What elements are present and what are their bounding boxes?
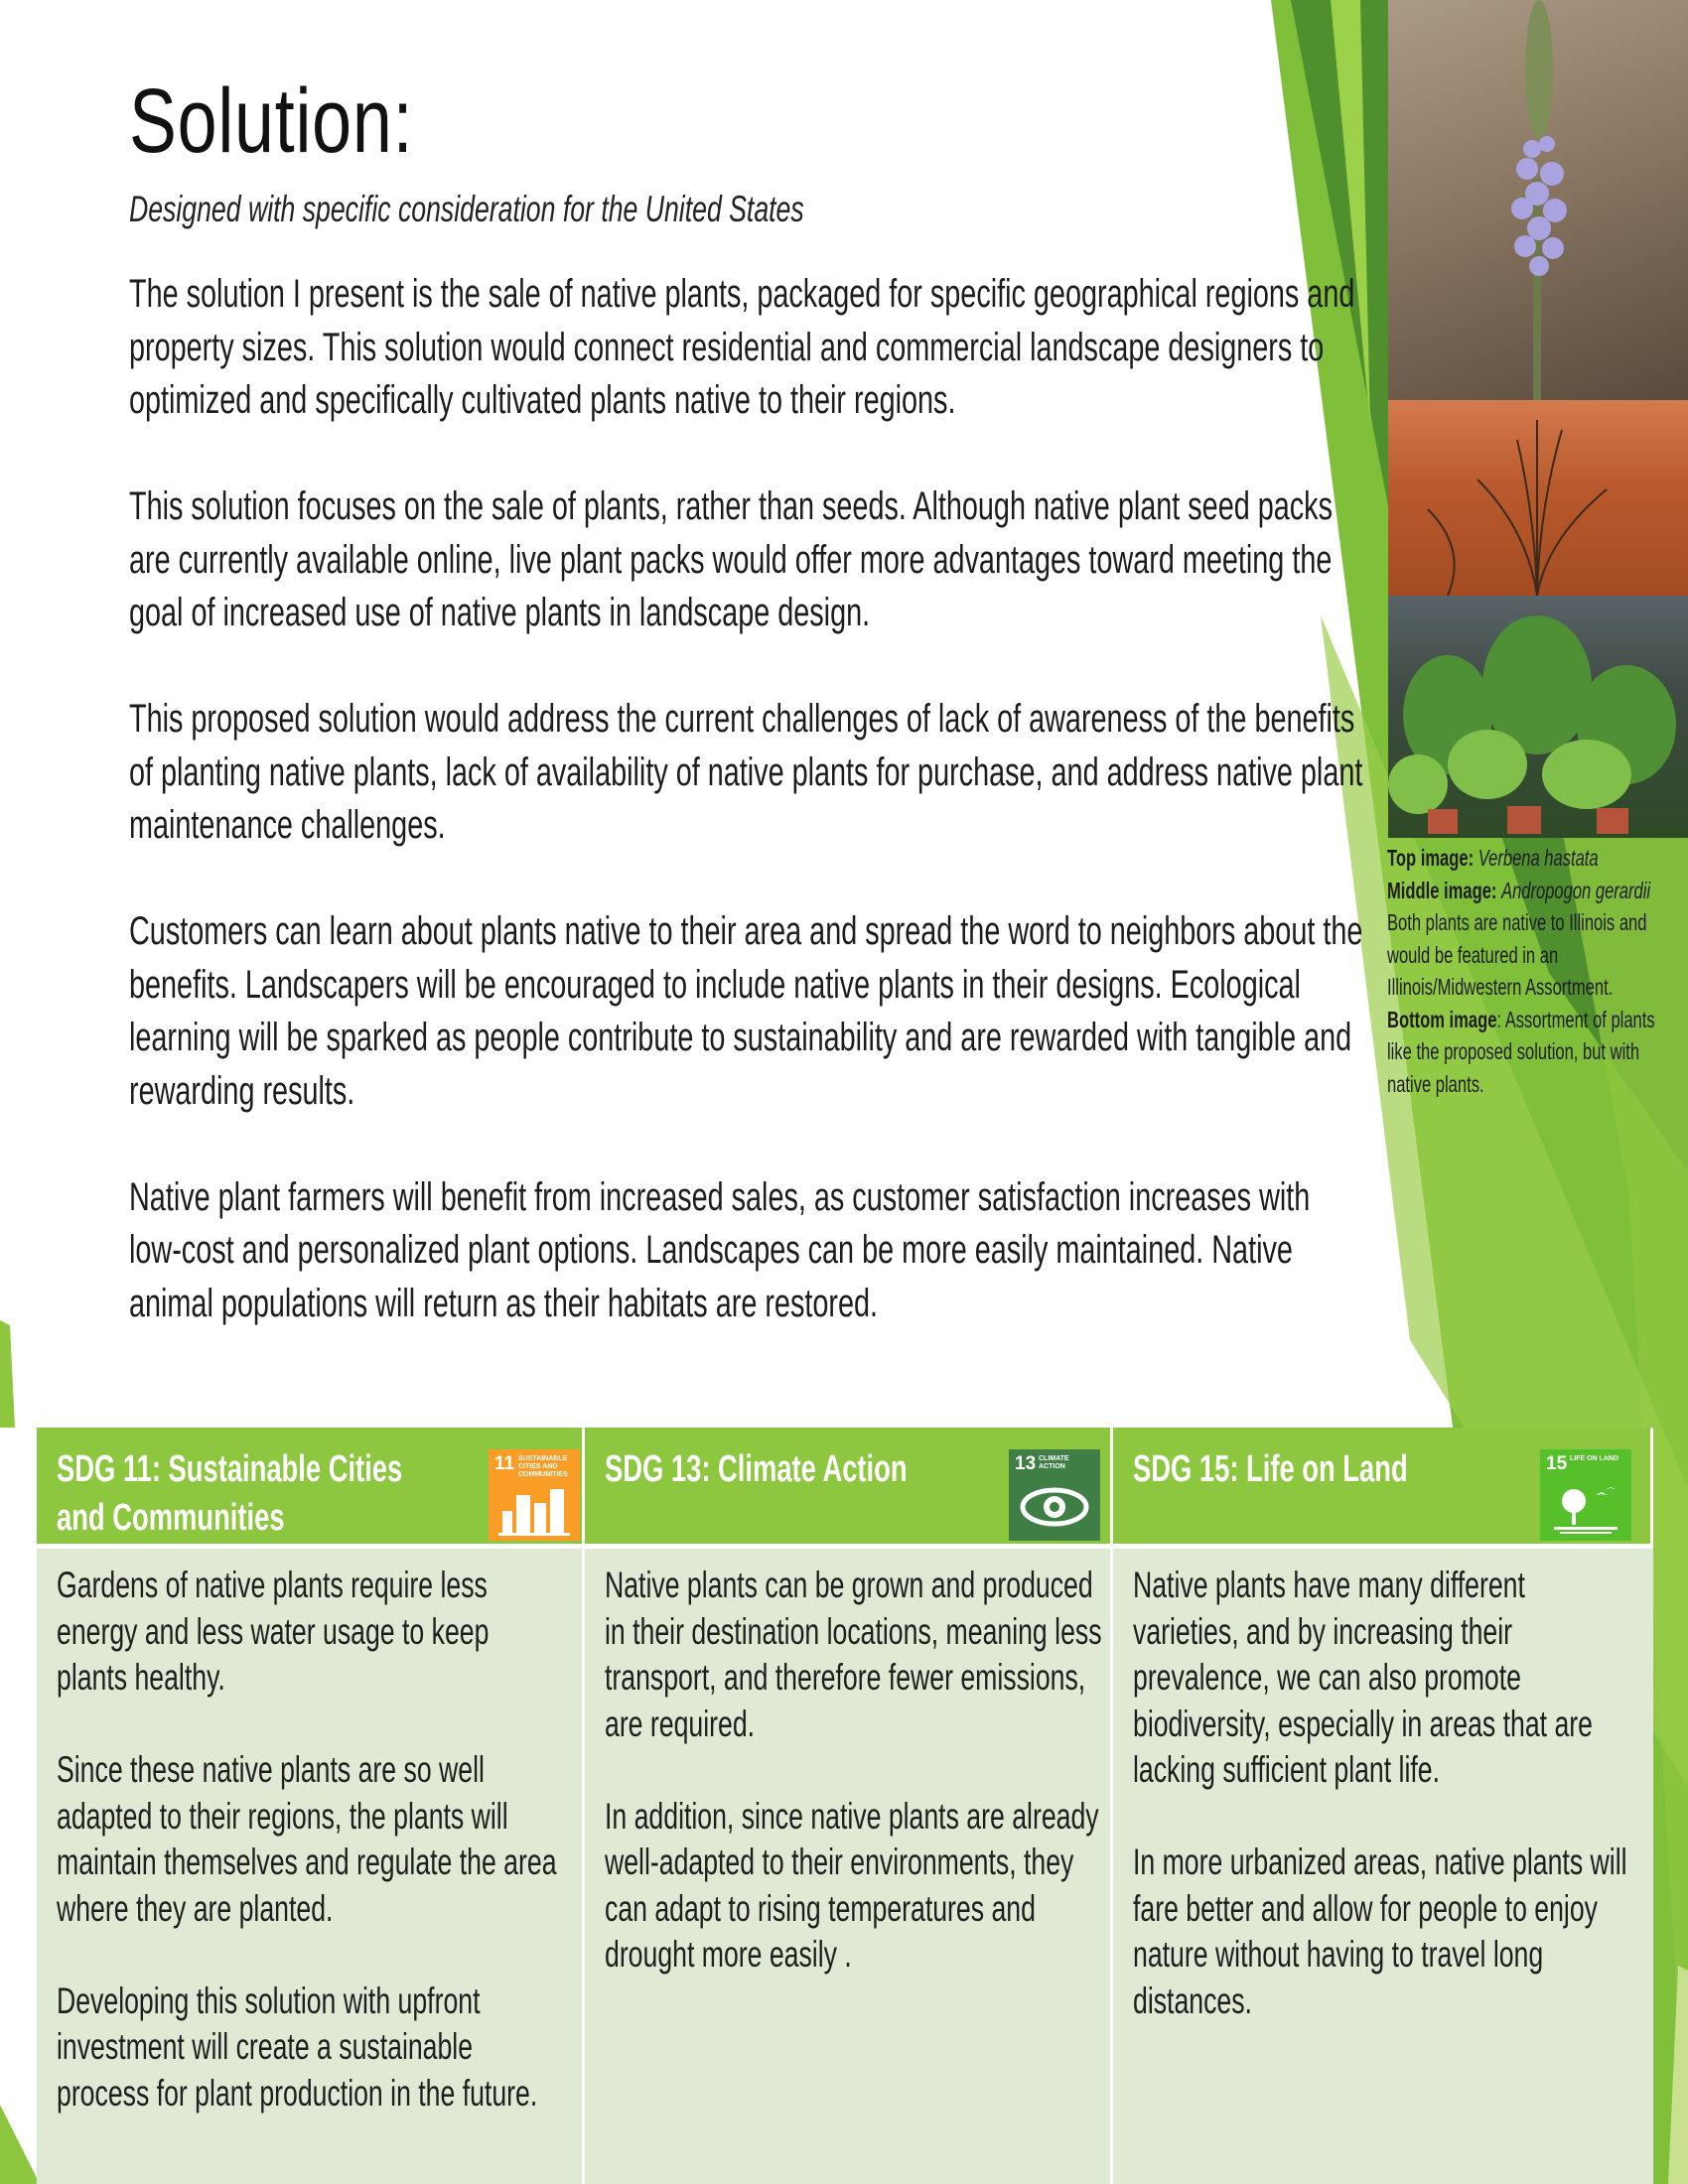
- sdg-15-paragraph: Native plants have many different varieties, and by increasing their prevalence, we can also promote biodiversity, especially in areas that are lacking sufficient plant life.: [1133, 1565, 1593, 1790]
- sdg-11-paragraph: Gardens of native plants require less energy and less water usage to keep plants healthy.: [57, 1565, 490, 1698]
- sdg-15-heading: SDG 15: Life on Land: [1133, 1448, 1408, 1490]
- caption-middle-name: Andropogon gerardii: [1501, 877, 1651, 903]
- caption-middle-label: Middle image:: [1387, 877, 1497, 903]
- caption-top-name: Verbena hastata: [1477, 845, 1599, 871]
- body-paragraph: Customers can learn about plants native to their area and spread the word to neighbors about the benefits. Landscapers will be encouraged to include native plants in their designs. Ecological learning will be sparked as people contribute to sustainability and are rewarded with tangible and rewarding results.: [129, 909, 1363, 1113]
- sdg-13-paragraph: Native plants can be grown and produced in their destination locations, meaning less transport, and therefore fewer emissions, are required.: [605, 1565, 1102, 1744]
- page-subtitle: Designed with specific consideration for the United States: [129, 189, 804, 229]
- sdg-11-paragraph: Since these native plants are so well adapted to their regions, the plants will maintain themselves and regulate the area where they are planted.: [57, 1749, 557, 1929]
- sdg-15-icon-number: 15: [1546, 1453, 1568, 1474]
- body-paragraph: The solution I present is the sale of native plants, packaged for specific geographical regions and property sizes. This solution would connect residential and commercial landscape designers to optimized and specifically cultivated plants native to their regions.: [129, 272, 1355, 422]
- sdg-15-body: [1113, 1549, 1653, 2184]
- sdg-15-paragraph: In more urbanized areas, native plants will fare better and allow for people to enjoy nature without having to travel long distances.: [1133, 1842, 1627, 2021]
- andropogon-gerardii-photo: [1388, 400, 1688, 596]
- sdg-table: [37, 1428, 1653, 2184]
- body-paragraph: This proposed solution would address the current challenges of lack of awareness of the benefits of planting native plants, lack of availability of native plants for purchase, and address native plant maintenance challenges.: [129, 697, 1363, 847]
- main-body-text: [129, 268, 1366, 1384]
- sdg-11-icon: [489, 1449, 580, 1541]
- caption-top-label: Top image:: [1387, 845, 1475, 871]
- sdg-11-paragraph: Developing this solution with upfront investment will create a sustainable process for plant production in the future.: [57, 1979, 538, 2114]
- sdg-11-heading: SDG 11: Sustainable Cities and Communities: [57, 1448, 403, 1539]
- sdg-13-icon: [1009, 1449, 1100, 1541]
- photo-caption: [1387, 842, 1680, 1100]
- sdg-11-icon-number: 11: [494, 1453, 515, 1474]
- sdg-15-icon-text: LIFE ON LAND: [1570, 1455, 1618, 1462]
- sdg-13-icon-number: 13: [1015, 1453, 1037, 1474]
- sdg-15-header: [1113, 1428, 1653, 1549]
- sdg-11-icon-text: SUSTAINABLE CITIES AND COMMUNITIES: [518, 1455, 568, 1478]
- sdg-11-body: [37, 1549, 585, 2184]
- page-title: Solution:: [129, 70, 414, 172]
- caption-bottom-label: Bottom image: [1387, 1006, 1497, 1032]
- sdg-11-header: [37, 1428, 585, 1549]
- sdg-13-heading: SDG 13: Climate Action: [605, 1448, 908, 1490]
- photo-column: [1388, 0, 1688, 838]
- body-paragraph: Native plant farmers will benefit from increased sales, as customer satisfaction increases with low-cost and personalized plant options. Landscapes can be more easily maintained. Native animal populations will return as their habitats are restored.: [129, 1174, 1311, 1325]
- verbena-hastata-photo: [1388, 0, 1688, 400]
- caption-bottom-text: : Assortment of plants like the proposed solution, but with native plants.: [1387, 1006, 1655, 1097]
- sdg-13-icon-text: CLIMATE ACTION: [1039, 1455, 1069, 1470]
- plant-assortment-photo: [1388, 596, 1688, 838]
- caption-native-note: Both plants are native to Illinois and would be featured in an Illinois/Midwestern Assortment.: [1387, 909, 1647, 1000]
- sdg-13-header: [585, 1428, 1113, 1549]
- sdg-15-icon: [1540, 1449, 1631, 1541]
- sdg-13-body: [585, 1549, 1113, 2184]
- sdg-13-paragraph: In addition, since native plants are already well-adapted to their environments, they can adapt to rising temperatures and drought more easily .: [605, 1795, 1099, 1975]
- body-paragraph: This solution focuses on the sale of plants, rather than seeds. Although native plant seed packs are currently available online, live plant packs would offer more advantages toward meeting the goal of increased use of native plants in landscape design.: [129, 484, 1333, 634]
